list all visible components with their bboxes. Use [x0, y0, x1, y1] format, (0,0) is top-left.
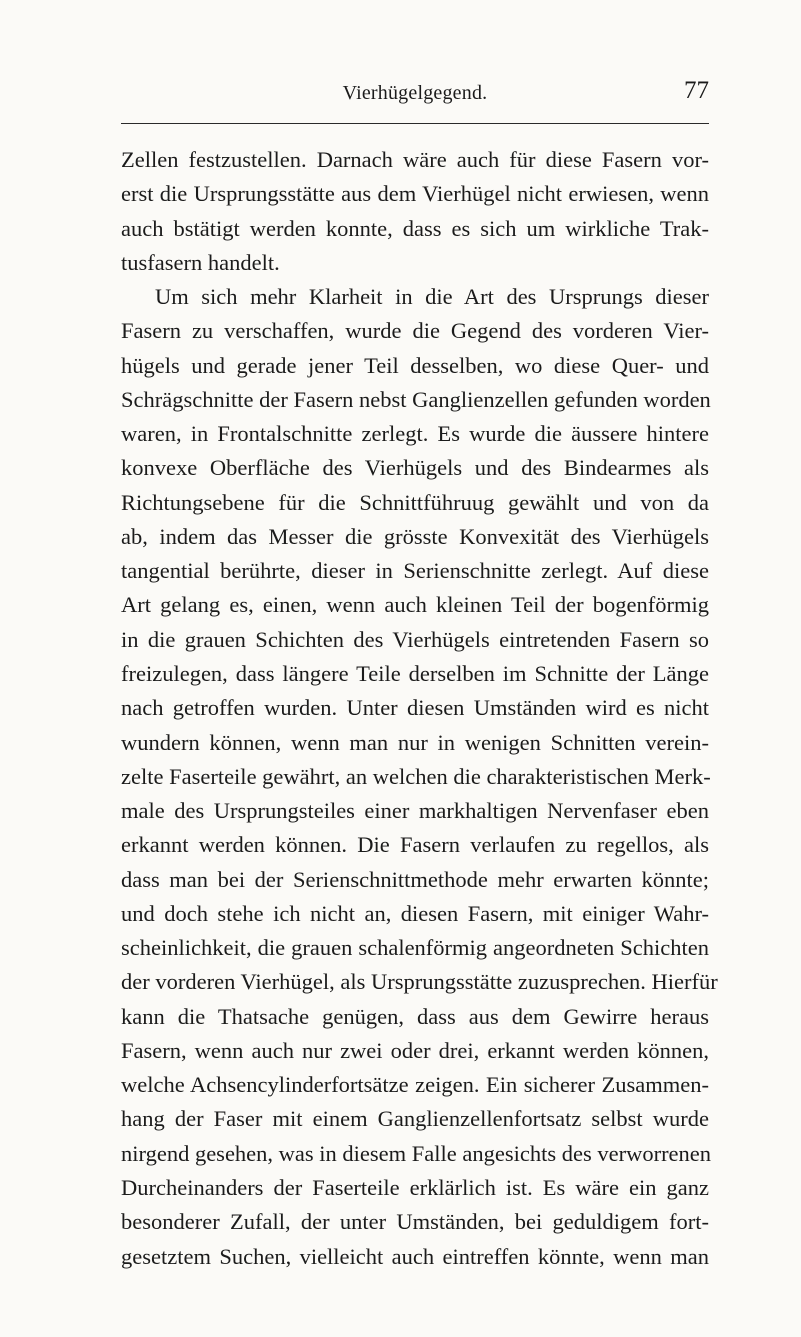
text-line: Zellen festzustellen. Darnach wäre auch für diese Fasern vor-: [121, 147, 709, 172]
text-line: nirgend gesehen, was in diesem Falle angesichts des verworrenen: [121, 1140, 712, 1166]
text-line: zelte Faserteile gewährt, an welchen die charakteristischen Merk-: [121, 763, 711, 789]
text-line: und doch stehe ich nicht an, diesen Fasern, mit einiger Wahr-: [121, 900, 709, 926]
text-line: hügels und gerade jener Teil desselben, wo diese Quer- und: [121, 352, 709, 378]
text-line: Fasern, wenn auch nur zwei oder drei, erkannt werden können,: [121, 1037, 709, 1063]
text-line: kann die Thatsache genügen, dass aus dem Gewirre heraus: [121, 1003, 709, 1029]
text-line: Art gelang es, einen, wenn auch kleinen Teil der bogenförmig: [121, 592, 709, 618]
page-number: 77: [684, 77, 709, 104]
text-line: tusfasern handelt.: [121, 249, 280, 275]
text-line: Richtungsebene für die Schnittführuug gewählt und von da: [121, 489, 709, 515]
text-line: welche Achsencylinderfortsätze zeigen. Ein sicherer Zusammen-: [121, 1072, 709, 1098]
text-line: Schrägschnitte der Fasern nebst Ganglienzellen gefunden worden: [121, 386, 711, 412]
running-head: [121, 78, 709, 108]
text-line: in die grauen Schichten des Vierhügels eintretenden Fasern so: [121, 626, 709, 652]
text-line: male des Ursprungsteiles einer markhaltigen Nervenfaser eben: [121, 798, 709, 824]
body-text: [121, 143, 718, 1274]
text-line: gesetztem Suchen, vielleicht auch eintreffen könnte, wenn man: [121, 1243, 709, 1269]
text-line: scheinlichkeit, die grauen schalenförmig angeordneten Schichten: [121, 935, 709, 961]
text-line: waren, in Frontalschnitte zerlegt. Es wurde die äussere hintere: [121, 421, 709, 447]
text-line: dass man bei der Serienschnittmethode mehr erwarten könnte;: [121, 866, 709, 892]
text-line: Durcheinanders der Faserteile erklärlich ist. Es wäre ein ganz: [121, 1174, 709, 1200]
text-line: erkannt werden können. Die Fasern verlaufen zu regellos, als: [121, 832, 709, 858]
text-line: tangential berührte, dieser in Serienschnitte zerlegt. Auf diese: [121, 558, 709, 584]
text-line: konvexe Oberfläche des Vierhügels und des Bindearmes als: [121, 455, 709, 481]
header-rule: [121, 123, 709, 124]
running-title: Vierhügelgegend.: [342, 82, 488, 104]
text-line: freizulegen, dass längere Teile derselben im Schnitte der Länge: [121, 660, 709, 686]
text-line: erst die Ursprungsstätte aus dem Vierhügel nicht erwiesen, wenn: [121, 181, 709, 207]
text-line: besonderer Zufall, der unter Umständen, bei geduldigem fort-: [121, 1209, 709, 1235]
text-line: Um sich mehr Klarheit in die Art des Ursprungs dieser: [155, 284, 709, 310]
text-line: auch bstätigt werden konnte, dass es sich um wirkliche Trak-: [121, 215, 709, 241]
text-line: der vorderen Vierhügel, als Ursprungsstätte zuzusprechen. Hierfür: [121, 969, 718, 995]
text-line: nach getroffen wurden. Unter diesen Umständen wird es nicht: [121, 695, 709, 721]
text-line: ab, indem das Messer die grösste Konvexität des Vierhügels: [121, 523, 709, 549]
text-line: hang der Faser mit einem Ganglienzellenfortsatz selbst wurde: [121, 1106, 709, 1132]
text-line: Fasern zu verschaffen, wurde die Gegend des vorderen Vier-: [121, 318, 709, 344]
text-line: wundern können, wenn man nur in wenigen Schnitten verein-: [121, 729, 709, 755]
